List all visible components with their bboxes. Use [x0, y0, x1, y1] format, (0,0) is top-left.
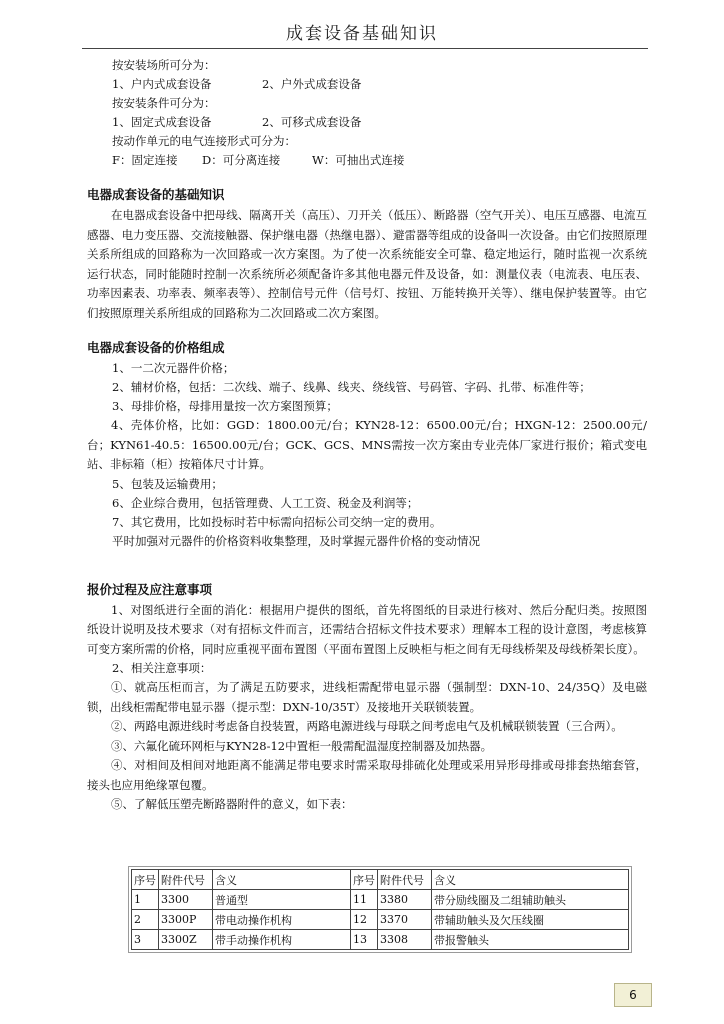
install-cond-option: 1、固定式成套设备 [112, 115, 212, 129]
quotation-note: ④、对相间及相间对地距离不能满足带电要求时需采取母排硫化处理或采用异形母排或母排套热缩套管，接头也应用绝缘罩包覆。 [87, 758, 647, 792]
table-header-cell: 附件代号 [159, 870, 213, 890]
table-header-cell: 含义 [213, 870, 351, 890]
pricing-note: 平时加强对元器件的价格资料收集整理，及时掌握元器件价格的变动情况 [112, 533, 480, 548]
table-cell: 3300 [159, 890, 213, 910]
install-place-option: 2、户外式成套设备 [262, 77, 362, 91]
table-header-row [132, 870, 629, 890]
pricing-item: 1、一二次元器件价格； [112, 361, 235, 375]
connection-option: D：可分离连接 [202, 153, 281, 167]
quotation-note: ⑤、了解低压塑壳断路器附件的意义，如下表： [111, 797, 353, 811]
document-body [87, 56, 647, 815]
table-cell: 12 [351, 910, 378, 930]
pricing-item: 2、辅材价格，包括：二次线、端子、线鼻、线夹、绕线管、号码管、字码、扎带、标准件等； [112, 380, 591, 394]
section-heading-quotation: 报价过程及应注意事项 [87, 581, 213, 597]
table-row [132, 930, 629, 950]
table-cell: 3380 [378, 890, 432, 910]
table-row [132, 910, 629, 930]
table-cell: 13 [351, 930, 378, 950]
table-cell: 11 [351, 890, 378, 910]
quotation-note: ③、六氟化硫环网柜与KYN28-12中置柜一般需配温湿度控制器及加热器。 [111, 738, 493, 753]
table-cell: 带电动操作机构 [213, 910, 351, 930]
accessory-table [131, 869, 629, 950]
accessory-table-frame [128, 866, 632, 953]
install-place-option: 1、户内式成套设备 [112, 77, 212, 91]
install-cond-option: 2、可移式成套设备 [262, 115, 362, 129]
pricing-item: 3、母排价格，母排用量按一次方案图预算； [112, 399, 338, 413]
table-cell: 3 [132, 930, 159, 950]
install-cond-options [87, 113, 647, 132]
page-title: 成套设备基础知识 [286, 24, 438, 44]
pricing-item-shell: 4、壳体价格，比如：GGD：1800.00元/台；KYN28-12：6500.00元/台；HXGN-12：2500.00元/台；KYN61-40.5：16500.00元/台；GCK、GCS、MNS需按一次方案由专业壳体厂家进行报价；箱式变电站、非标箱（柜）按箱体尺寸计算。 [87, 418, 647, 471]
quotation-paragraph-1: 1、对图纸进行全面的消化：根据用户提供的图纸，首先将图纸的目录进行核对、然后分配归类。按照图纸设计说明及技术要求（对有招标文件而言，还需结合招标文件技术要求）理解本工程的设计意图，考虑核算可变方案所需的价格，同时应重视平面布置图（平面布置图上反映柜与柜之间有无母线桥架及母线桥架长度）。 [87, 602, 647, 656]
install-place-options [87, 75, 647, 94]
table-cell: 带手动操作机构 [213, 930, 351, 950]
table-cell: 带报警触头 [432, 930, 629, 950]
pricing-item: 7、其它费用，比如投标时若中标需向招标公司交纳一定的费用。 [112, 514, 442, 529]
table-cell: 带辅助触头及欠压线圈 [432, 910, 629, 930]
connection-option: F：固定连接 [112, 153, 178, 167]
pricing-item: 5、包装及运输费用； [112, 476, 223, 491]
table-header-cell: 序号 [132, 870, 159, 890]
table-cell: 带分励线圈及二组辅助触头 [432, 890, 629, 910]
section-heading-basics: 电器成套设备的基础知识 [87, 187, 225, 202]
table-cell: 普通型 [213, 890, 351, 910]
basics-paragraph: 在电器成套设备中把母线、隔离开关（高压）、刀开关（低压）、断路器（空气开关）、电压互感器、电流互感器、电力变压器、交流接触器、保护继电器（热继电器）、避雷器等组成的设备叫一次设备。由它们按照原理关系所组成的回路称为一次回路或一次方案图。为了使一次系统能安全可靠、稳定地运行，随时监视一次系统运行状态，同时能随时控制一次系统所必须配备许多其他电器元件及设备，如：测量仪表（电流表、电压表、功率因素表、功率表、频率表等）、控制信号元件（信号灯、按钮、万能转换开关等）、继电保护装置等。由它们按照原理关系所组成的回路称为二次回路或二次方案图。 [87, 208, 647, 320]
table-cell: 3308 [378, 930, 432, 950]
quotation-notes-title: 2、相关注意事项： [112, 661, 212, 675]
install-place-intro: 按安装场所可分为： [112, 58, 216, 72]
table-header-cell: 序号 [351, 870, 378, 890]
table-cell: 3300P [159, 910, 213, 930]
table-row [132, 890, 629, 910]
quotation-note: ①、就高压柜而言，为了满足五防要求，进线柜需配带电显示器（强制型：DXN-10、24/35Q）及电磁锁，出线柜需配带电显示器（提示型：DXN-10/35T）及接地开关联锁装置。 [87, 680, 647, 714]
connection-options [87, 151, 647, 170]
connection-intro: 按动作单元的电气连接形式可分为： [112, 134, 296, 148]
header-rule [82, 48, 648, 49]
table-header-cell: 附件代号 [378, 870, 432, 890]
install-cond-intro: 按安装条件可分为： [112, 96, 216, 110]
table-cell: 3370 [378, 910, 432, 930]
quotation-note: ②、两路电源进线时考虑备自投装置，两路电源进线与母联之间考虑电气及机械联锁装置（三合两）。 [111, 719, 623, 733]
table-cell: 3300Z [159, 930, 213, 950]
page-number: 6 [614, 983, 652, 1007]
table-cell: 2 [132, 910, 159, 930]
table-cell: 1 [132, 890, 159, 910]
connection-option: W：可抽出式连接 [312, 153, 405, 167]
pricing-item: 6、企业综合费用，包括管理费、人工工资、税金及利润等； [112, 495, 419, 510]
section-heading-pricing: 电器成套设备的价格组成 [87, 340, 225, 355]
table-header-cell: 含义 [432, 870, 629, 890]
